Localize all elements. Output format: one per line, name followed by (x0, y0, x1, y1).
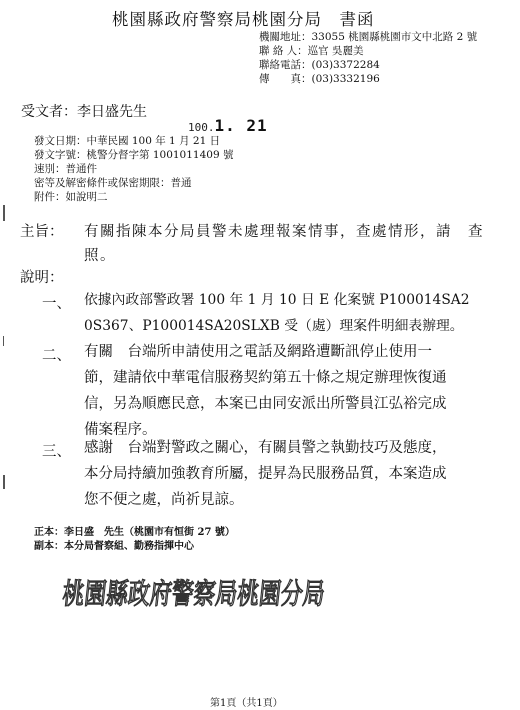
item-line: 本分局持續加強教育所屬，提昇為民服務品質，本案造成 (84, 466, 447, 482)
main-copy-recipient: 正本：李日盛 先生（桃園市有恒街 27 號） (34, 527, 235, 538)
seal-text: 桃園縣政府警察局桃園分局 (60, 577, 327, 612)
contact-person: 聯 絡 人：巡官 吳麗美 (259, 45, 364, 57)
binding-hole-mark (3, 205, 5, 221)
item-line: 依據內政部警政署 100 年 1 月 10 日 E 化案號 P100014SA2 (84, 292, 470, 308)
attachment: 附件：如說明二 (34, 191, 108, 203)
stamp-date: 1. 21 (214, 116, 268, 135)
contact-fax: 傳 真：(03)3332196 (259, 73, 380, 85)
stamp-year: 100. (188, 121, 215, 134)
urgency: 速別：普通件 (34, 163, 97, 175)
contact-phone: 聯絡電話：(03)3372284 (259, 59, 380, 71)
document-title: 桃園縣政府警察局桃園分局 書函 (112, 10, 375, 29)
item-line: 節，建請依中華電信服務契約第五十條之規定辦理恢復通 (84, 370, 447, 386)
subject-line: 有關指陳本分局員警未處理報案情事，查處情形，請 查 (84, 224, 484, 240)
binding-hole-mark (3, 336, 4, 346)
classification: 密等及解密條件或保密期限：普通 (34, 177, 192, 189)
item-line: 備案程序。 (84, 422, 157, 438)
item-number: 三、 (42, 444, 71, 460)
subject-line: 照。 (84, 248, 116, 264)
issue-date: 發文日期：中華民國 100 年 1 月 21 日 (34, 135, 221, 147)
page-number: 第1頁（共1頁） (210, 698, 283, 709)
binding-hole-mark (3, 475, 5, 489)
item-line: 您不便之處，尚祈見諒。 (84, 492, 244, 508)
item-line: 有關 台端所申請使用之電話及網路遭斷訊停止使用一 (84, 344, 432, 360)
agency-seal-graphic (60, 565, 327, 613)
item-line: 信，另為順應民意，本案已由同安派出所警員江弘裕完成 (84, 396, 447, 412)
cc-recipients: 副本：本分局督察組、勤務指揮中心 (34, 541, 194, 552)
item-number: 二、 (42, 348, 71, 364)
agency-address: 機關地址：33055 桃園縣桃園市文中北路 2 號 (259, 31, 478, 43)
agency-seal (60, 565, 327, 617)
document-number: 發文字號：桃警分督字第 1001011409 號 (34, 149, 234, 161)
subject-label: 主旨： (20, 224, 64, 240)
recipient: 受文者：李日盛先生 (21, 104, 147, 120)
description-label: 說明： (20, 270, 64, 286)
item-number: 一、 (42, 296, 71, 312)
item-line: 0S367、P100014SA20SLXB 受（處）理案件明細表辦理。 (84, 318, 464, 334)
item-line: 感謝 台端對警政之關心，有關員警之執勤技巧及態度， (84, 440, 447, 456)
received-date-stamp (188, 116, 268, 135)
